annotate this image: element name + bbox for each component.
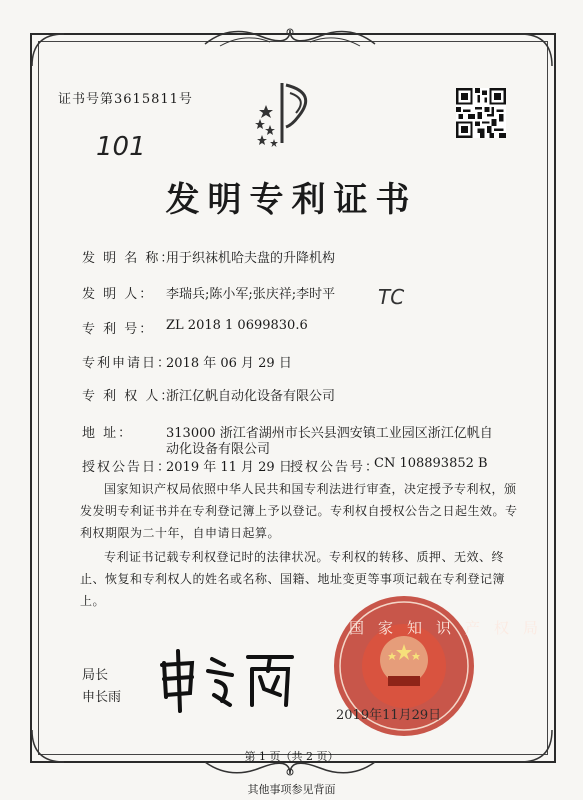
field-value-address-line2: 动化设备有限公司 [166, 442, 271, 457]
patent-office-logo [252, 75, 322, 155]
field-value-invention-name: 用于织袜机哈夫盘的升降机构 [166, 251, 336, 266]
director-title: 局长 [82, 668, 109, 683]
page-indicator: 第 1 页（共 2 页） [244, 750, 339, 763]
director-name: 申长雨 [82, 690, 122, 705]
field-label-application-date: 专利申请日： [82, 356, 173, 371]
field-label-invention-name: 发 明 名 称： [82, 251, 176, 266]
field-label-patentee: 专 利 权 人： [82, 389, 176, 404]
field-value-inventors: 李瑞兵;陈小军;张庆祥;李时平 [166, 287, 336, 302]
field-label-address: 地 址： [82, 426, 134, 441]
corner-ornament-tl [28, 30, 68, 70]
field-value-grant-number: CN 108893852 B [374, 456, 488, 471]
field-value-patent-number: ZL 2018 1 0699830.6 [166, 318, 308, 333]
footer-note: 其他事项参见背面 [247, 783, 336, 796]
top-ornament [200, 22, 380, 50]
corner-ornament-tr [516, 30, 556, 70]
qr-code-icon [456, 88, 506, 138]
certificate-number: 证书号第3615811号 [58, 92, 193, 107]
field-value-patentee: 浙江亿帆自动化设备有限公司 [166, 389, 336, 404]
handwritten-note-tc: TC [378, 285, 405, 309]
director-signature-icon [152, 645, 302, 715]
statement-paragraph-1: 国家知识产权局依照中华人民共和国专利法进行审查，决定授予专利权，颁发发明专利证书并在专利登记簿上予以登记。专利权自授权公告之日起生效。专利权期限为二十年，自申请日起算。 [80, 482, 518, 540]
field-label-grant-number: 授权公告号： [290, 460, 381, 475]
page-title: 发明专利证书 [165, 180, 418, 220]
field-label-grant-date: 授权公告日： [82, 460, 173, 475]
statement-paragraph-2: 专利证书记载专利权登记时的法律状况。专利权的转移、质押、无效、终止、恢复和专利权人的姓名或名称、国籍、地址变更等事项记载在专利登记簿上。 [80, 550, 506, 608]
handwritten-note-101: 101 [96, 132, 146, 162]
field-value-address: 313000 浙江省湖州市长兴县泗安镇工业园区浙江亿帆自 [166, 426, 493, 441]
seal-date: 2019年11月29日 [336, 708, 442, 723]
seal-text: 国家知识产权局 [349, 619, 553, 637]
field-value-application-date: 2018 年 06 月 29 日 [166, 356, 292, 371]
field-label-inventors: 发 明 人： [82, 287, 155, 302]
field-value-grant-date: 2019 年 11 月 29 日 [166, 460, 292, 475]
field-label-patent-number: 专 利 号： [82, 322, 155, 337]
